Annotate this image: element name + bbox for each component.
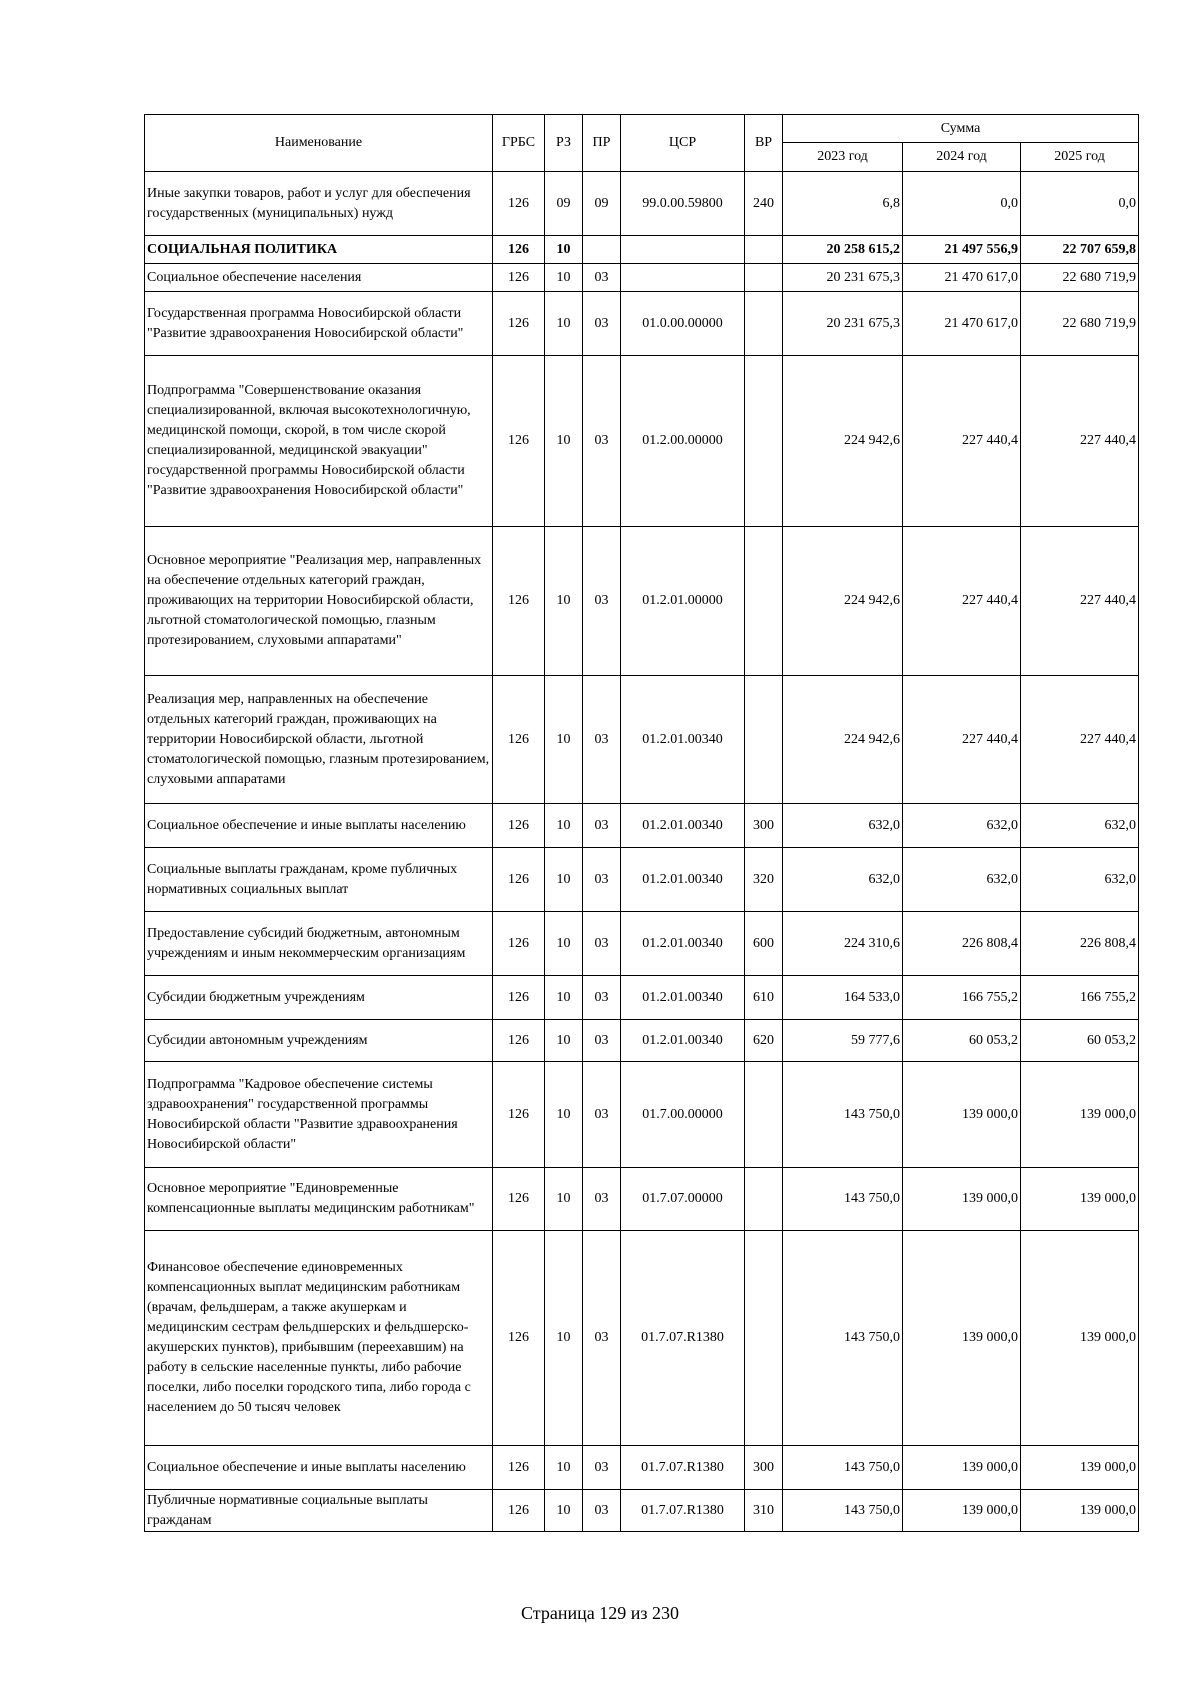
row-vr-cell: 600 (745, 912, 783, 976)
row-2025-cell: 139 000,0 (1021, 1490, 1139, 1532)
table-row (145, 172, 1139, 236)
row-pr-cell: 03 (583, 804, 621, 848)
header-sum: Сумма (783, 115, 1139, 143)
row-vr-cell: 320 (745, 848, 783, 912)
row-vr-cell: 310 (745, 1490, 783, 1532)
row-2024-cell: 227 440,4 (903, 676, 1021, 804)
header-grbs: ГРБС (493, 115, 545, 172)
row-2023-cell: 20 258 615,2 (783, 236, 903, 264)
row-csr-cell: 01.2.01.00000 (621, 527, 745, 676)
table-row (145, 912, 1139, 976)
row-grbs-cell: 126 (493, 848, 545, 912)
row-2024-cell: 21 470 617,0 (903, 292, 1021, 356)
row-name-cell: Социальное обеспечение и иные выплаты населению (145, 804, 493, 848)
row-2024-cell: 227 440,4 (903, 527, 1021, 676)
row-2025-cell: 22 707 659,8 (1021, 236, 1139, 264)
row-grbs-cell: 126 (493, 292, 545, 356)
row-grbs-cell: 126 (493, 1062, 545, 1168)
row-pr-cell: 03 (583, 848, 621, 912)
row-pr-cell: 03 (583, 356, 621, 527)
row-2024-cell: 21 497 556,9 (903, 236, 1021, 264)
row-csr-cell: 01.2.01.00340 (621, 976, 745, 1020)
row-rz-cell: 10 (545, 264, 583, 292)
row-grbs-cell: 126 (493, 1231, 545, 1446)
row-name-cell: Подпрограмма "Кадровое обеспечение системы здравоохранения" государственной программы Новосибирской области "Развитие здравоохранения Новосибирской области" (145, 1062, 493, 1168)
row-2025-cell: 227 440,4 (1021, 356, 1139, 527)
row-2025-cell: 227 440,4 (1021, 676, 1139, 804)
row-2024-cell: 21 470 617,0 (903, 264, 1021, 292)
row-2024-cell: 226 808,4 (903, 912, 1021, 976)
row-2025-cell: 22 680 719,9 (1021, 292, 1139, 356)
header-year-2025: 2025 год (1021, 143, 1139, 172)
row-name-cell: Основное мероприятие "Реализация мер, направленных на обеспечение отдельных категорий граждан, проживающих на территории Новосибирской области, льготной стоматологической помощью, глазным протезированием, слуховыми аппаратами" (145, 527, 493, 676)
row-rz-cell: 10 (545, 1062, 583, 1168)
row-2024-cell: 632,0 (903, 804, 1021, 848)
row-rz-cell: 10 (545, 1020, 583, 1062)
row-rz-cell: 10 (545, 676, 583, 804)
row-rz-cell: 10 (545, 527, 583, 676)
row-2023-cell: 164 533,0 (783, 976, 903, 1020)
row-2023-cell: 143 750,0 (783, 1446, 903, 1490)
table-row (145, 804, 1139, 848)
header-year-2024: 2024 год (903, 143, 1021, 172)
row-pr-cell: 03 (583, 527, 621, 676)
row-pr-cell (583, 236, 621, 264)
row-csr-cell: 01.0.00.00000 (621, 292, 745, 356)
row-rz-cell: 09 (545, 172, 583, 236)
row-csr-cell: 01.2.01.00340 (621, 676, 745, 804)
row-pr-cell: 09 (583, 172, 621, 236)
row-grbs-cell: 126 (493, 1020, 545, 1062)
row-vr-cell: 300 (745, 804, 783, 848)
row-pr-cell: 03 (583, 292, 621, 356)
row-pr-cell: 03 (583, 1231, 621, 1446)
row-pr-cell: 03 (583, 1020, 621, 1062)
row-2023-cell: 224 942,6 (783, 527, 903, 676)
row-name-cell: Основное мероприятие "Единовременные компенсационные выплаты медицинским работникам" (145, 1168, 493, 1231)
header-pr: ПР (583, 115, 621, 172)
header-year-2023: 2023 год (783, 143, 903, 172)
table-row (145, 264, 1139, 292)
row-csr-cell: 01.7.07.R1380 (621, 1231, 745, 1446)
row-rz-cell: 10 (545, 1490, 583, 1532)
row-2024-cell: 139 000,0 (903, 1062, 1021, 1168)
budget-table-body (145, 172, 1139, 1532)
row-vr-cell: 300 (745, 1446, 783, 1490)
table-row (145, 848, 1139, 912)
table-row (145, 292, 1139, 356)
row-vr-cell (745, 356, 783, 527)
row-csr-cell: 01.2.01.00340 (621, 912, 745, 976)
table-row (145, 527, 1139, 676)
row-2024-cell: 139 000,0 (903, 1231, 1021, 1446)
budget-table (144, 114, 1139, 1532)
row-grbs-cell: 126 (493, 264, 545, 292)
row-name-cell: Социальные выплаты гражданам, кроме публичных нормативных социальных выплат (145, 848, 493, 912)
row-2025-cell: 22 680 719,9 (1021, 264, 1139, 292)
row-2023-cell: 143 750,0 (783, 1490, 903, 1532)
row-2024-cell: 139 000,0 (903, 1446, 1021, 1490)
row-2024-cell: 166 755,2 (903, 976, 1021, 1020)
row-grbs-cell: 126 (493, 804, 545, 848)
row-csr-cell: 99.0.00.59800 (621, 172, 745, 236)
row-grbs-cell: 126 (493, 527, 545, 676)
row-rz-cell: 10 (545, 848, 583, 912)
row-pr-cell: 03 (583, 1490, 621, 1532)
row-2024-cell: 60 053,2 (903, 1020, 1021, 1062)
table-row (145, 1062, 1139, 1168)
row-2025-cell: 139 000,0 (1021, 1231, 1139, 1446)
row-2023-cell: 6,8 (783, 172, 903, 236)
row-2025-cell: 632,0 (1021, 804, 1139, 848)
table-row (145, 1490, 1139, 1532)
row-csr-cell: 01.2.01.00340 (621, 1020, 745, 1062)
row-2025-cell: 632,0 (1021, 848, 1139, 912)
row-2025-cell: 139 000,0 (1021, 1446, 1139, 1490)
row-vr-cell: 620 (745, 1020, 783, 1062)
row-rz-cell: 10 (545, 804, 583, 848)
row-grbs-cell: 126 (493, 172, 545, 236)
row-2023-cell: 224 942,6 (783, 356, 903, 527)
row-2023-cell: 632,0 (783, 804, 903, 848)
row-csr-cell: 01.7.07.R1380 (621, 1446, 745, 1490)
row-2024-cell: 139 000,0 (903, 1168, 1021, 1231)
row-2025-cell: 60 053,2 (1021, 1020, 1139, 1062)
table-row (145, 236, 1139, 264)
row-grbs-cell: 126 (493, 912, 545, 976)
header-rz: РЗ (545, 115, 583, 172)
row-name-cell: Социальное обеспечение и иные выплаты населению (145, 1446, 493, 1490)
row-vr-cell (745, 676, 783, 804)
row-2025-cell: 227 440,4 (1021, 527, 1139, 676)
row-name-cell: Публичные нормативные социальные выплаты гражданам (145, 1490, 493, 1532)
row-name-cell: Субсидии автономным учреждениям (145, 1020, 493, 1062)
row-2023-cell: 224 310,6 (783, 912, 903, 976)
row-vr-cell: 610 (745, 976, 783, 1020)
row-vr-cell (745, 527, 783, 676)
row-csr-cell: 01.7.07.R1380 (621, 1490, 745, 1532)
row-rz-cell: 10 (545, 1231, 583, 1446)
row-rz-cell: 10 (545, 912, 583, 976)
row-pr-cell: 03 (583, 912, 621, 976)
row-2025-cell: 0,0 (1021, 172, 1139, 236)
row-csr-cell: 01.7.07.00000 (621, 1168, 745, 1231)
table-row (145, 1446, 1139, 1490)
row-2023-cell: 143 750,0 (783, 1062, 903, 1168)
row-csr-cell (621, 264, 745, 292)
row-grbs-cell: 126 (493, 1168, 545, 1231)
table-row (145, 1168, 1139, 1231)
row-csr-cell: 01.2.00.00000 (621, 356, 745, 527)
row-grbs-cell: 126 (493, 1446, 545, 1490)
row-2023-cell: 632,0 (783, 848, 903, 912)
row-2024-cell: 0,0 (903, 172, 1021, 236)
row-2023-cell: 143 750,0 (783, 1231, 903, 1446)
row-name-cell: Социальное обеспечение населения (145, 264, 493, 292)
row-2023-cell: 20 231 675,3 (783, 292, 903, 356)
row-name-cell: Подпрограмма "Совершенствование оказания специализированной, включая высокотехнологичную, медицинской помощи, скорой, в том числе скорой специализированной, медицинской эвакуации" государственной программы Новосибирской области "Развитие здравоохранения Новосибирской области" (145, 356, 493, 527)
table-row (145, 976, 1139, 1020)
row-vr-cell (745, 236, 783, 264)
row-name-cell: Субсидии бюджетным учреждениям (145, 976, 493, 1020)
row-2025-cell: 166 755,2 (1021, 976, 1139, 1020)
header-csr: ЦСР (621, 115, 745, 172)
page-number: Страница 129 из 230 (521, 1603, 679, 1623)
row-2024-cell: 632,0 (903, 848, 1021, 912)
row-grbs-cell: 126 (493, 1490, 545, 1532)
row-grbs-cell: 126 (493, 236, 545, 264)
row-csr-cell (621, 236, 745, 264)
row-csr-cell: 01.7.00.00000 (621, 1062, 745, 1168)
table-row (145, 1231, 1139, 1446)
row-pr-cell: 03 (583, 1446, 621, 1490)
row-name-cell: СОЦИАЛЬНАЯ ПОЛИТИКА (145, 236, 493, 264)
row-csr-cell: 01.2.01.00340 (621, 848, 745, 912)
row-2023-cell: 20 231 675,3 (783, 264, 903, 292)
header-name: Наименование (145, 115, 493, 172)
row-pr-cell: 03 (583, 1062, 621, 1168)
row-2023-cell: 59 777,6 (783, 1020, 903, 1062)
row-2023-cell: 143 750,0 (783, 1168, 903, 1231)
row-vr-cell (745, 264, 783, 292)
row-name-cell: Предоставление субсидий бюджетным, автономным учреждениям и иным некоммерческим организациям (145, 912, 493, 976)
row-pr-cell: 03 (583, 1168, 621, 1231)
row-name-cell: Иные закупки товаров, работ и услуг для обеспечения государственных (муниципальных) нужд (145, 172, 493, 236)
row-pr-cell: 03 (583, 976, 621, 1020)
header-vr: ВР (745, 115, 783, 172)
row-rz-cell: 10 (545, 356, 583, 527)
table-row (145, 676, 1139, 804)
row-pr-cell: 03 (583, 264, 621, 292)
row-rz-cell: 10 (545, 1168, 583, 1231)
row-rz-cell: 10 (545, 236, 583, 264)
row-name-cell: Государственная программа Новосибирской области "Развитие здравоохранения Новосибирской области" (145, 292, 493, 356)
row-2025-cell: 139 000,0 (1021, 1168, 1139, 1231)
row-grbs-cell: 126 (493, 976, 545, 1020)
row-2025-cell: 139 000,0 (1021, 1062, 1139, 1168)
row-vr-cell: 240 (745, 172, 783, 236)
row-pr-cell: 03 (583, 676, 621, 804)
row-2025-cell: 226 808,4 (1021, 912, 1139, 976)
row-csr-cell: 01.2.01.00340 (621, 804, 745, 848)
row-name-cell: Финансовое обеспечение единовременных компенсационных выплат медицинским работникам (врачам, фельдшерам, а также акушеркам и медицинским сестрам фельдшерских и фельдшерско-акушерских пунктов), прибывшим (переехавшим) на работу в сельские населенные пункты, либо рабочие поселки, либо поселки городского типа, либо города с населением до 50 тысяч человек (145, 1231, 493, 1446)
row-grbs-cell: 126 (493, 356, 545, 527)
row-2024-cell: 227 440,4 (903, 356, 1021, 527)
row-rz-cell: 10 (545, 1446, 583, 1490)
row-name-cell: Реализация мер, направленных на обеспечение отдельных категорий граждан, проживающих на территории Новосибирской области, льготной стоматологической помощью, глазным протезированием, слуховыми аппаратами (145, 676, 493, 804)
row-2024-cell: 139 000,0 (903, 1490, 1021, 1532)
table-row (145, 1020, 1139, 1062)
row-grbs-cell: 126 (493, 676, 545, 804)
row-vr-cell (745, 292, 783, 356)
row-vr-cell (745, 1231, 783, 1446)
row-rz-cell: 10 (545, 976, 583, 1020)
row-vr-cell (745, 1062, 783, 1168)
row-vr-cell (745, 1168, 783, 1231)
row-2023-cell: 224 942,6 (783, 676, 903, 804)
row-rz-cell: 10 (545, 292, 583, 356)
table-row (145, 356, 1139, 527)
